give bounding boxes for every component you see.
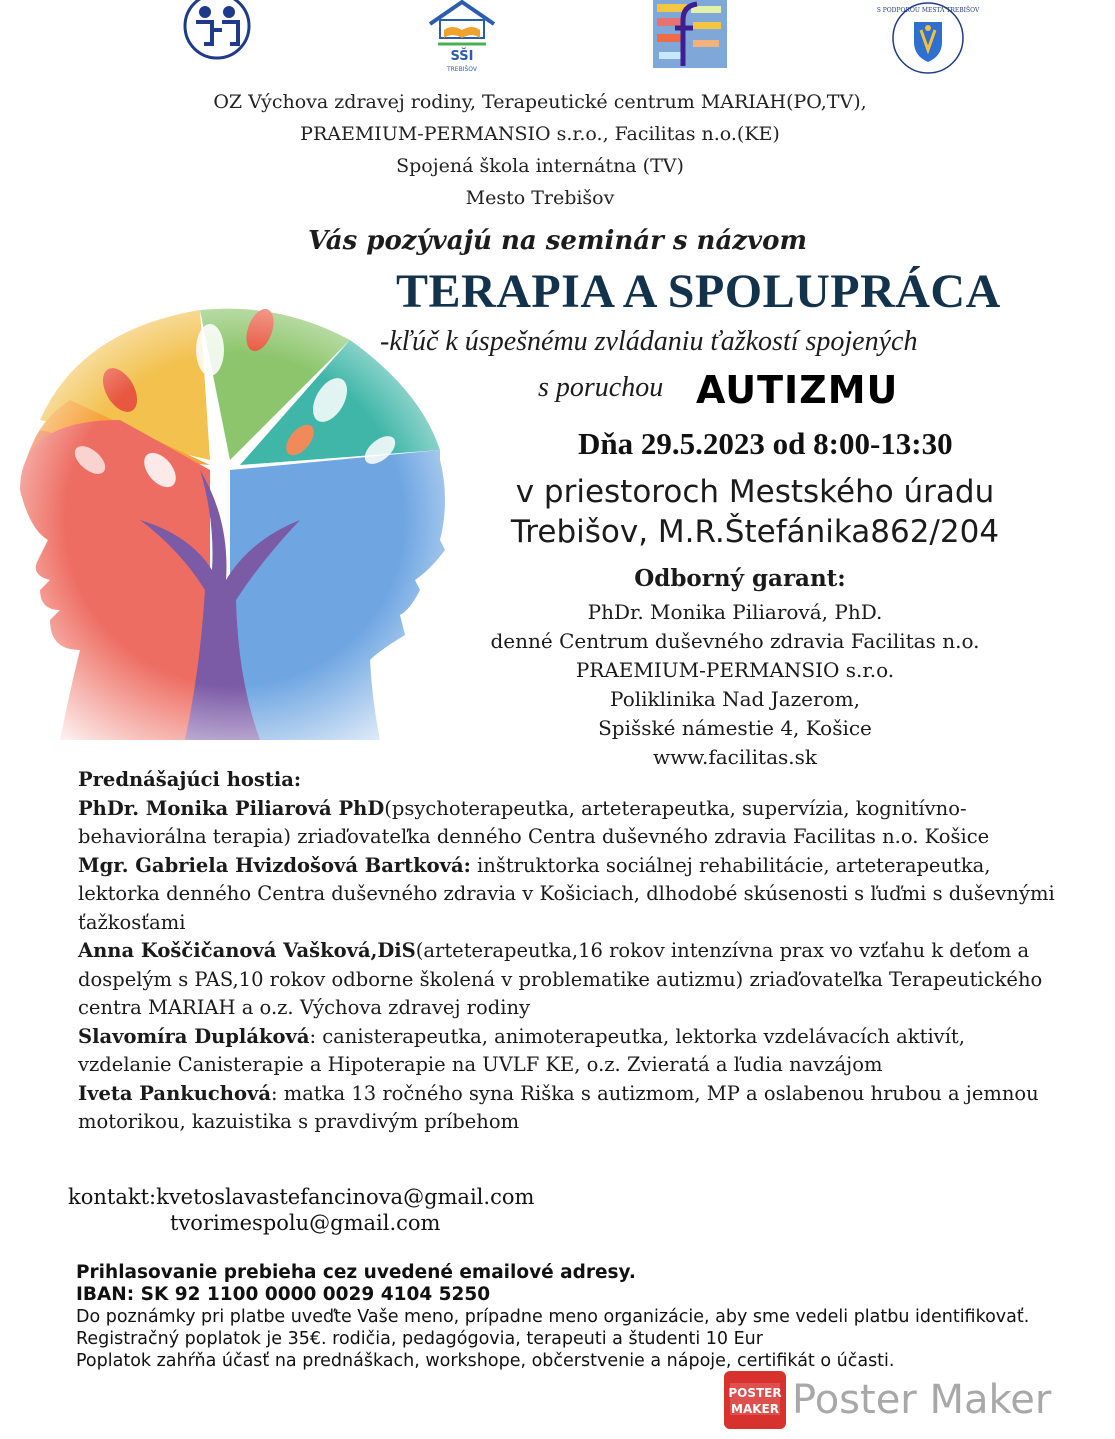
badge-line2: MAKER xyxy=(731,1402,779,1416)
speaker-description: : canisterapeutka, animoterapeutka, lektorka vzdelávacích aktivít, vzdelanie Canisterapie a Hipoterapie na UVLF KE, o.z. Zvieratá a ľudia navzájom xyxy=(78,1024,965,1076)
garant-website-link[interactable]: www.facilitas.sk xyxy=(652,745,818,769)
registration-info xyxy=(76,1262,1056,1372)
contact-email-link[interactable]: tvorimespolu@gmail.com xyxy=(170,1211,441,1235)
logo-facilitas xyxy=(653,0,727,68)
contact-block xyxy=(68,1184,534,1236)
speaker-item xyxy=(78,795,1058,852)
fee-includes-text: Poplatok zahŕňa účasť na prednáškach, workshope, občerstvenie a nápoje, certifikát o účasti. xyxy=(76,1351,895,1371)
logo-ssi-school xyxy=(424,0,500,74)
speaker-description: (arteterapeutka,16 rokov intenzívna prax vo vzťahu k deťom a dospelým s PAS,10 rokov odborne školená v problematike autizmu) zriaďovateľka Terapeutického centra MARIAH a o.z. Výchova zdravej rodiny xyxy=(78,939,1043,1019)
watermark-text: Poster Maker xyxy=(792,1377,1052,1423)
seminar-subtitle-line1: -kľúč k úspešnému zvládaniu ťažkostí spojených xyxy=(380,326,918,357)
contact-email-link[interactable]: kvetoslavastefancinova@gmail.com xyxy=(156,1185,535,1209)
speaker-name: PhDr. Monika Piliarová PhD xyxy=(78,796,385,820)
payment-note: Do poznámky pri platbe uveďte Vaše meno, prípadne meno organizácie, aby sme vedeli platbu identifikovať. xyxy=(76,1307,1030,1327)
logo-city-trebisov-seal xyxy=(876,0,980,80)
garant-details xyxy=(430,598,1040,772)
speaker-name: Iveta Pankuchová xyxy=(78,1081,271,1105)
organizer-line: PRAEMIUM-PERMANSIO s.r.o., Facilitas n.o.(KE) xyxy=(300,123,780,145)
speaker-item xyxy=(78,937,1058,1023)
speaker-name: Mgr. Gabriela Hvizdošová Bartková: xyxy=(78,853,471,877)
invitation-text: Vás pozývajú na seminár s názvom xyxy=(307,226,808,256)
garant-line: Spišské námestie 4, Košice xyxy=(598,716,872,740)
speaker-description: (psychoterapeutka, arteterapeutka, supervízia, kognitívno-behaviorálna terapia) zriaďovateľka denného Centra duševného zdravia Facilitas n.o. Košice xyxy=(78,796,990,848)
iban-text: IBAN: SK 92 1100 0000 0029 4104 5250 xyxy=(76,1284,491,1305)
poster-maker-watermark xyxy=(722,1369,1072,1431)
poster-maker-badge-icon xyxy=(722,1369,788,1431)
venue-line1: v priestoroch Mestského úradu xyxy=(515,474,995,510)
badge-line1: POSTER xyxy=(728,1386,782,1400)
seminar-subtitle-line2: s poruchou xyxy=(538,372,664,403)
garant-line: denné Centrum duševného zdravia Facilitas n.o. xyxy=(490,629,980,653)
ssi-logo-text: SŠI xyxy=(450,49,474,64)
garant-line: PRAEMIUM-PERMANSIO s.r.o. xyxy=(575,658,895,682)
venue-line2: Trebišov, M.R.Štefánika862/204 xyxy=(510,514,1000,550)
contact-label: kontakt: xyxy=(68,1185,157,1209)
organizer-line: Mesto Trebišov xyxy=(465,187,615,209)
organizer-line: OZ Výchova zdravej rodiny, Terapeutické centrum MARIAH(PO,TV), xyxy=(213,91,867,113)
tree-heads-illustration xyxy=(0,290,470,750)
logo-family-association xyxy=(182,0,252,56)
seal-text: S PODPOROU MESTA TREBIŠOV xyxy=(876,7,980,14)
speaker-item xyxy=(78,1080,1058,1137)
seminar-date: Dňa 29.5.2023 od 8:00-13:30 xyxy=(578,426,953,461)
fee-text: Registračný poplatok je 35€. rodičia, pedagógovia, terapeuti a študenti 10 Eur xyxy=(76,1329,763,1349)
speakers-heading: Prednášajúci hostia: xyxy=(78,768,302,791)
speaker-name: Anna Koščičanová Vašková,DiS xyxy=(78,939,416,962)
garant-line: PhDr. Monika Piliarová, PhD. xyxy=(587,600,883,624)
garant-line: Poliklinika Nad Jazerom, xyxy=(610,687,860,711)
organizer-line: Spojená škola internátna (TV) xyxy=(396,155,684,177)
speakers-section xyxy=(78,766,1058,1137)
seminar-subtitle-emphasis: AUTIZMU xyxy=(696,368,899,412)
speaker-item xyxy=(78,852,1058,938)
garant-heading: Odborný garant: xyxy=(634,565,846,592)
seminar-title: TERAPIA A SPOLUPRÁCA xyxy=(396,265,1001,318)
organizers-block xyxy=(0,86,1080,214)
speaker-item xyxy=(78,1023,1058,1080)
speaker-name: Slavomíra Dupláková xyxy=(78,1024,310,1048)
speaker-description: : matka 13 ročného syna Riška s autizmom, MP a oslabenou hrubou a jemnou motorikou, kazuistika s pravdivým príbehom xyxy=(78,1081,1039,1133)
registration-text: Prihlasovanie prebieha cez uvedené emailové adresy. xyxy=(76,1262,636,1283)
ssi-logo-subtext: TREBIŠOV xyxy=(446,66,478,73)
speaker-description: inštruktorka sociálnej rehabilitácie, arteterapeutka, lektorka denného Centra duševného zdravia v Košiciach, dlhodobé skúsenosti s ľuďmi s duševnými ťažkosťami xyxy=(78,853,1055,934)
